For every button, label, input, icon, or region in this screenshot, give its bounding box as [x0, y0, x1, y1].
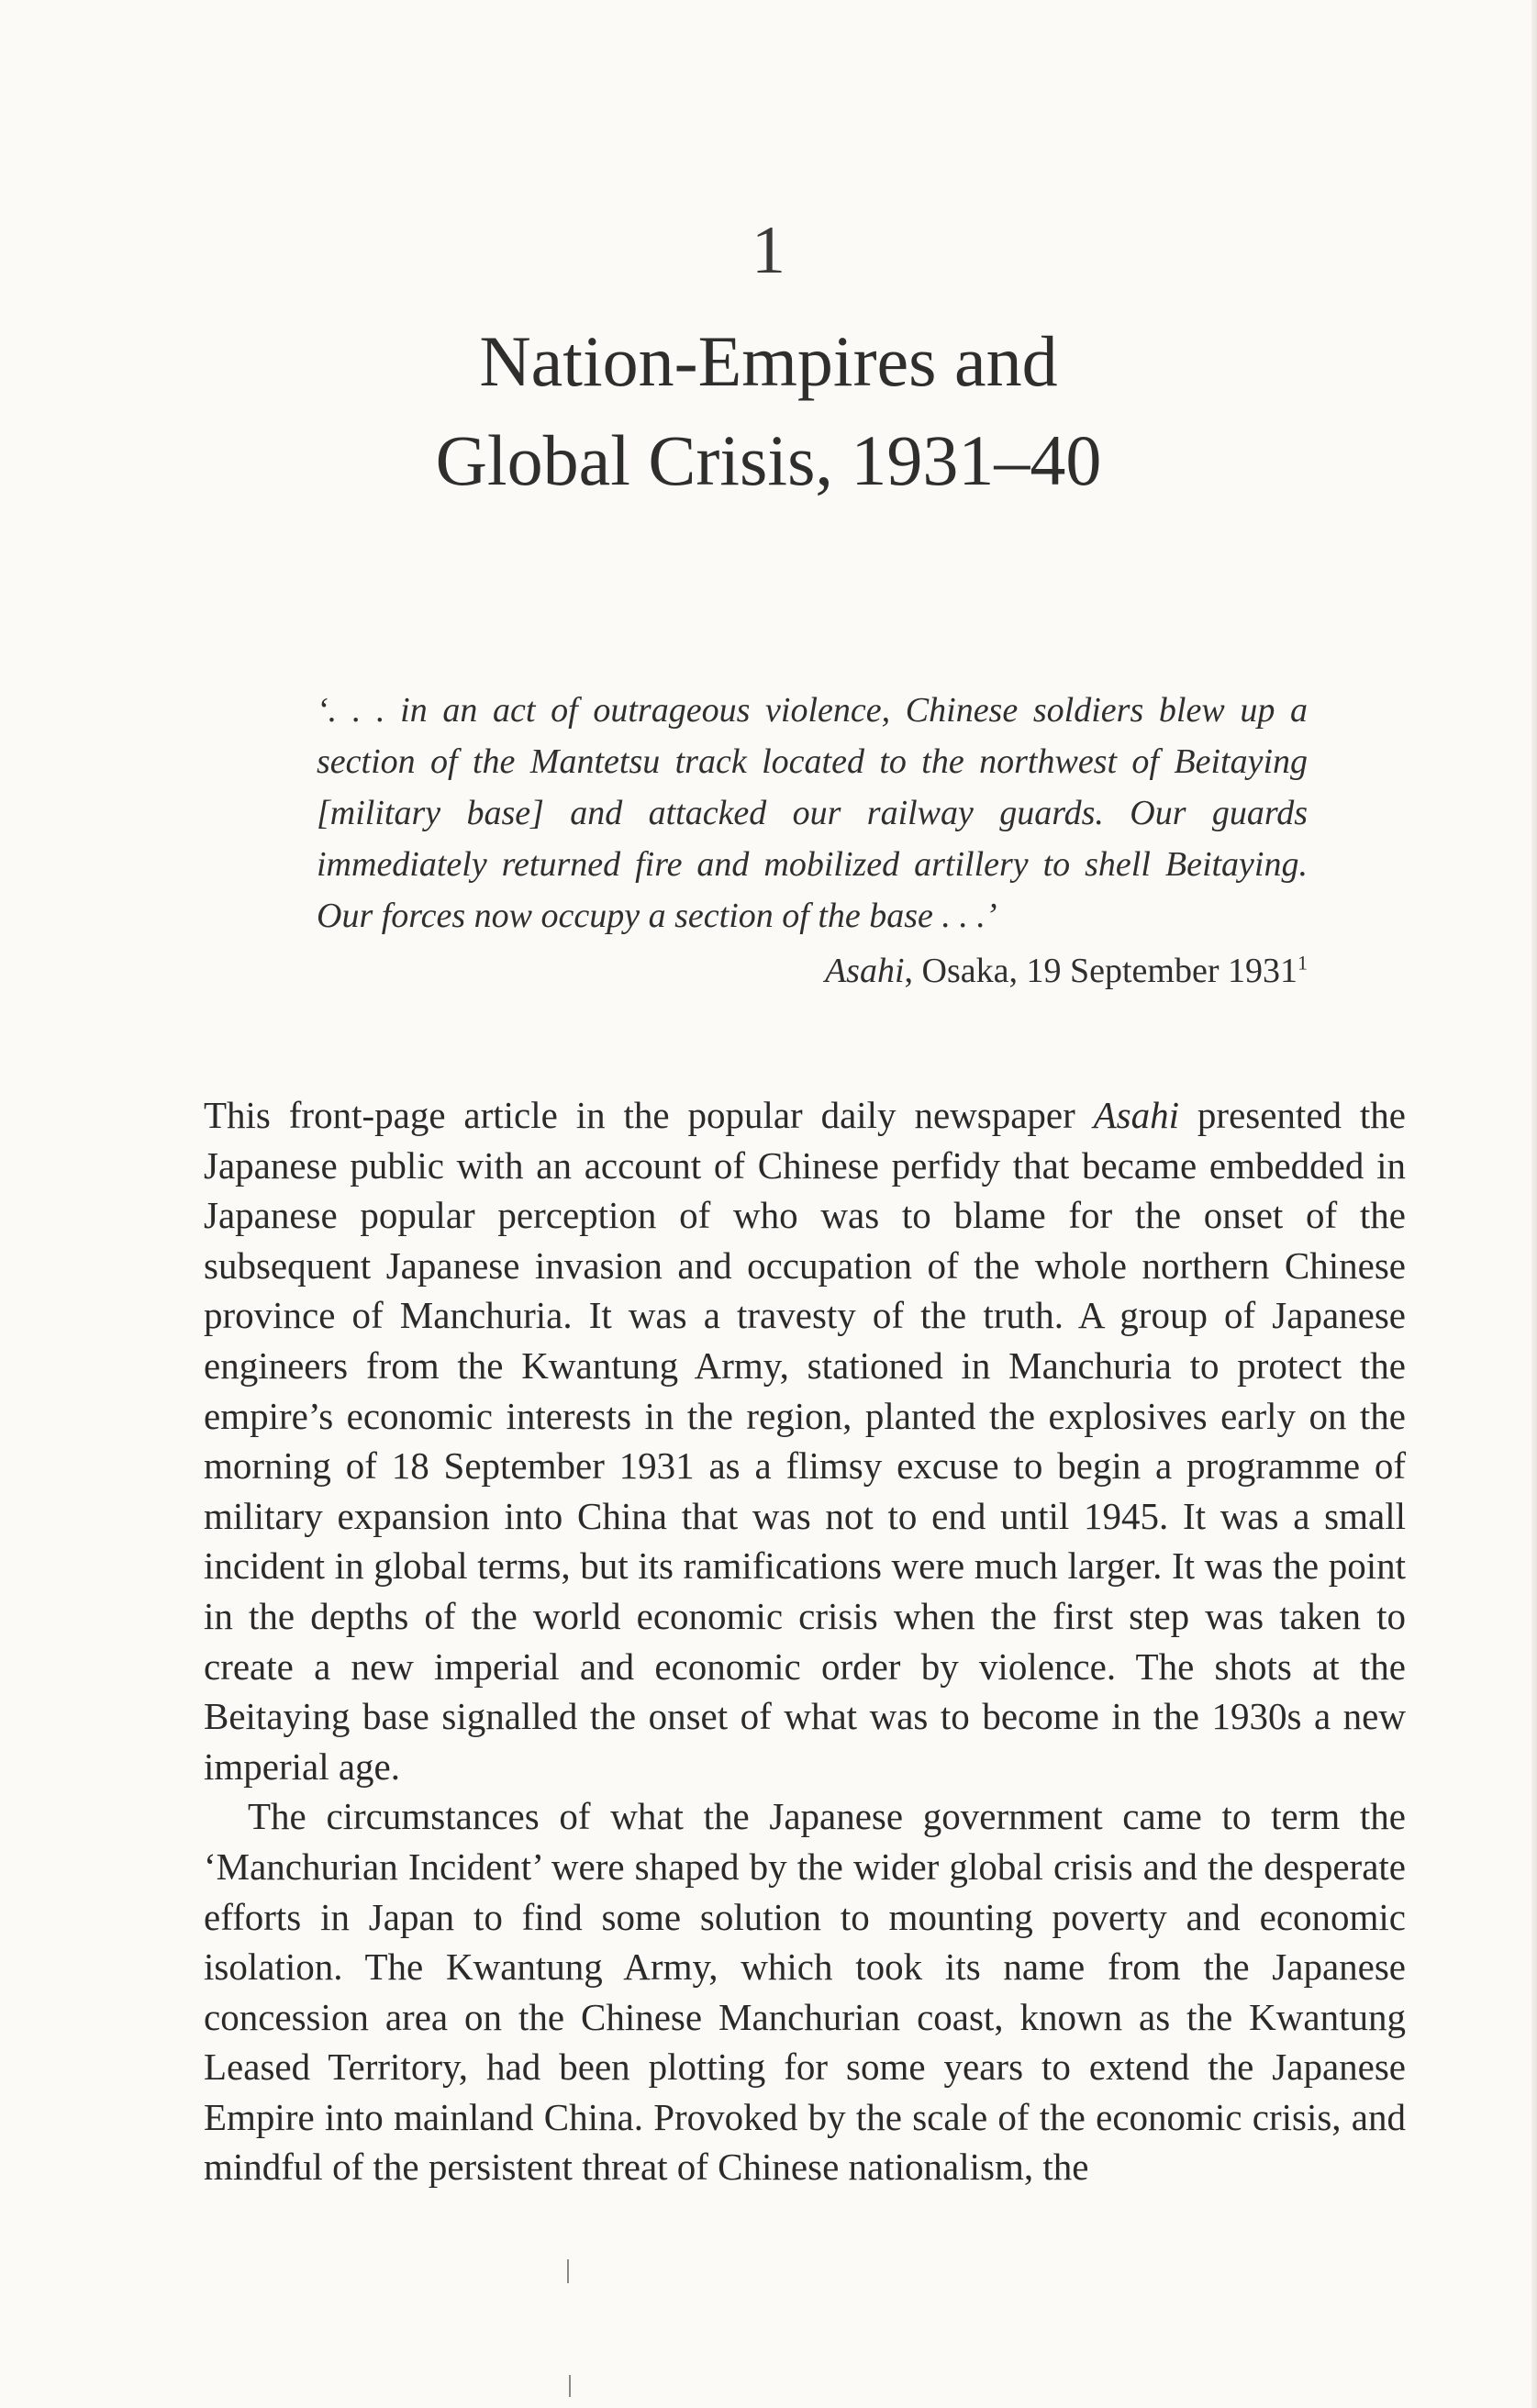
scan-mark	[567, 2259, 569, 2283]
footnote-marker: 1	[1298, 951, 1308, 975]
paragraph-1-text-end: presented the Japanese public with an account of Chinese perfidy that became embedded in Japanese popular perception of who was to blame for the onset of the subsequent Japanese invasion and occupation of the whole northern Chinese province of Manchuria. It was a travesty of the truth. A group of Japanese engineers from the Kwantung Army, stationed in Manchuria to protect the empire’s economic interests in the region, planted the explosives early on the morning of 18 September 1931 as a flimsy excuse to begin a programme of military expansion into China that was not to end until 1945. It was a small incident in global terms, but its ramifications were much larger. It was the point in the depths of the world economic crisis when the first step was taken to create a new imperial and economic order by violence. The shots at the Beitaying base signalled the onset of what was to become in the 1930s a new imperial age.	[204, 1094, 1406, 1788]
chapter-title-line-2: Global Crisis, 1931–40	[435, 420, 1102, 500]
paragraph-1	[204, 1090, 1406, 1791]
paragraph-2: The circumstances of what the Japanese government came to term the ‘Manchurian Incident’ were shaped by the wider global crisis and the desperate efforts in Japan to find some solution to mounting poverty and economic isolation. The Kwantung Army, which took its name from the Japanese concession area on the Chinese Manchurian coast, known as the Kwantung Leased Territory, had been plotting for some years to extend the Japanese Empire into mainland China. Provoked by the scale of the economic crisis, and mindful of the persistent threat of Chinese nationalism, the	[204, 1795, 1406, 2189]
chapter-title-line-1: Nation-Empires and	[479, 321, 1058, 401]
epigraph-source	[317, 945, 1308, 997]
newspaper-name: Asahi	[1093, 1094, 1180, 1136]
chapter-title	[0, 312, 1537, 510]
paragraph-1-text-start: This front-page article in the popular daily newspaper	[204, 1094, 1094, 1136]
chapter-number: 1	[752, 213, 785, 288]
body-text	[204, 1090, 1406, 2192]
scan-mark	[569, 2375, 571, 2397]
epigraph-source-paper: Asahi	[824, 952, 905, 990]
epigraph-quote: ‘. . . in an act of outrageous violence, Chinese soldiers blew up a section of the Mantetsu track located to the northwest of Beitaying [military base] and attacked our railway guards. Our guards immediately returned fire and mobilized artillery to shell Beitaying. Our forces now occupy a section of the base . . .’	[317, 691, 1308, 935]
epigraph-source-details: , Osaka, 19 September 1931	[904, 952, 1298, 990]
